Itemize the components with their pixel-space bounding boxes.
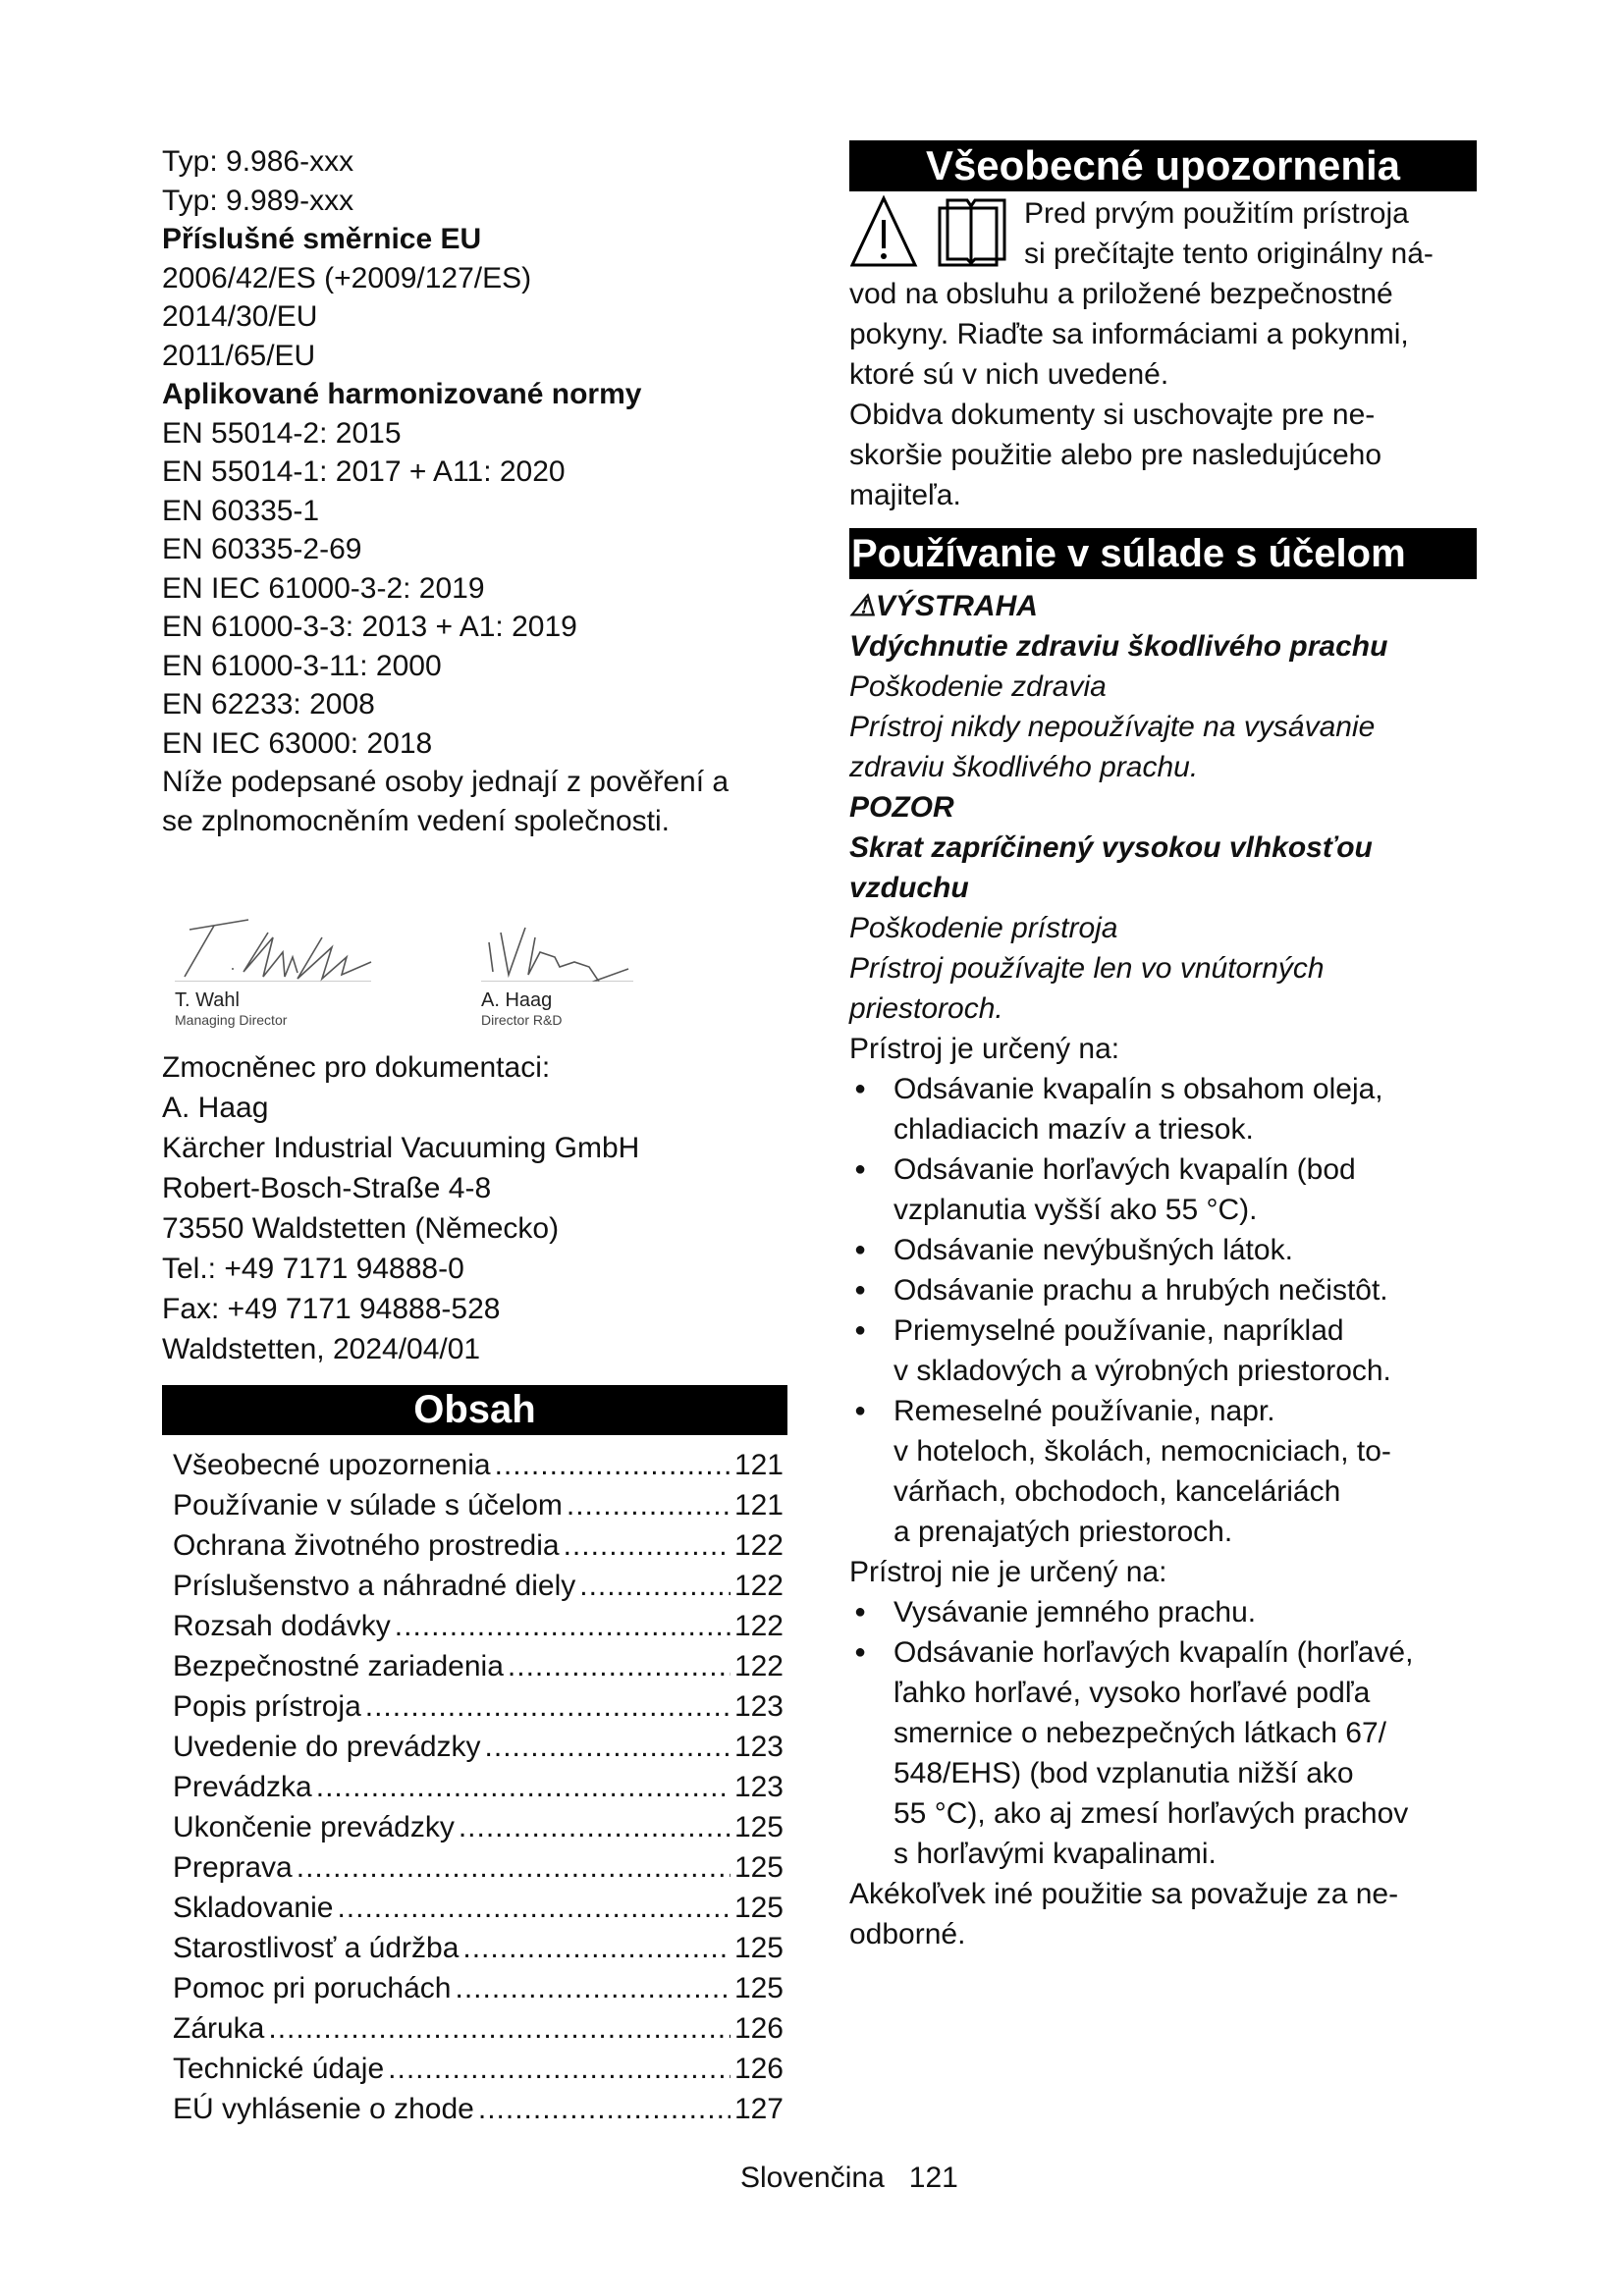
toc-label: Ochrana životného prostredia (173, 1529, 560, 1562)
bullet-item (849, 1592, 1478, 1632)
toc-entry[interactable] (173, 2089, 784, 2129)
footer-language: Slovenčina (740, 2162, 885, 2194)
bullet-item (849, 1069, 1478, 1149)
bullet-item (849, 1230, 1478, 1270)
caution-label: POZOR (849, 791, 954, 824)
dot-leader (495, 1445, 731, 1485)
toc-entry[interactable] (173, 1445, 784, 1485)
text-line: ● Odsávanie horľavých kvapalín (horľavé, (893, 1636, 1414, 1669)
toc-label: Technické údaje (173, 2053, 385, 2085)
contact-line: 73550 Waldstetten (Německo) (162, 1212, 560, 1245)
dot-leader (459, 1807, 731, 1847)
contact-line: Fax: +49 7171 94888-528 (162, 1293, 501, 1325)
toc-label: Záruka (173, 2012, 265, 2045)
text-line: majiteľa. (849, 479, 961, 511)
toc-label: Skladovanie (173, 1892, 334, 1924)
dot-leader (316, 1767, 731, 1807)
text-line: v skladových a výrobných priestoroch. (893, 1355, 1391, 1387)
text-line: s horľavými kvapalinami. (893, 1838, 1217, 1870)
norm-line: EN 55014-2: 2015 (162, 416, 402, 450)
toc-entry[interactable] (173, 1485, 784, 1525)
text-line: Poškodenie prístroja (849, 912, 1118, 944)
toc-page: 125 (733, 1972, 784, 2004)
dot-leader (268, 2008, 731, 2049)
toc-entry[interactable] (173, 1888, 784, 1928)
text-line: zdraviu škodlivého prachu. (849, 751, 1199, 783)
contact-block (162, 1047, 639, 1369)
toc-entry[interactable] (173, 1847, 784, 1888)
toc-page: 123 (733, 1731, 784, 1763)
contact-line: Tel.: +49 7171 94888-0 (162, 1253, 464, 1285)
text-line: odborné. (849, 1918, 966, 1950)
dot-leader (297, 1847, 731, 1888)
table-of-contents (173, 1445, 784, 2129)
toc-entry[interactable] (173, 1566, 784, 1606)
toc-page: 125 (733, 1892, 784, 1924)
dot-leader (365, 1686, 731, 1727)
text-line: 548/EHS) (bod vzplanutia nižší ako (893, 1757, 1354, 1789)
toc-entry[interactable] (173, 2049, 784, 2089)
bullet-item (849, 1270, 1478, 1310)
dot-leader (485, 1727, 731, 1767)
text-line: ● Vysávanie jemného prachu. (893, 1596, 1257, 1629)
signature-wahl (175, 908, 450, 1028)
toc-label: Bezpečnostné zariadenia (173, 1650, 504, 1682)
dot-leader (508, 1646, 731, 1686)
text-line: ľahko horľavé, vysoko horľavé podľa (893, 1677, 1371, 1709)
directive-line: 2011/65/EU (162, 339, 316, 372)
toc-page: 121 (733, 1449, 784, 1481)
toc-label: Používanie v súlade s účelom (173, 1489, 563, 1522)
toc-label: Príslušenstvo a náhradné diely (173, 1570, 576, 1602)
text-line: si prečítajte tento originálny ná- (1024, 238, 1434, 270)
norm-line: EN 61000-3-3: 2013 + A1: 2019 (162, 611, 577, 643)
contact-line: Waldstetten, 2024/04/01 (162, 1333, 481, 1365)
general-body (849, 274, 1409, 515)
text-line: Akékoľvek iné použitie sa považuje za ne- (849, 1878, 1399, 1910)
toc-page: 123 (733, 1690, 784, 1723)
text-line: Pred prvým použitím prístroja (1024, 197, 1409, 230)
text-line: ● Odsávanie prachu a hrubých nečistôt. (893, 1274, 1388, 1307)
intended-use-header (849, 528, 1477, 579)
text-line: pokyny. Riaďte sa informáciami a pokynmi, (849, 318, 1409, 350)
norms-heading: Aplikované harmonizované normy (162, 378, 642, 410)
text-line: vod na obsluhu a priložené bezpečnostné (849, 278, 1393, 310)
bullet-item (849, 1310, 1478, 1391)
text-line: Prístroj nikdy nepoužívajte na vysávanie (849, 711, 1376, 743)
toc-page: 125 (733, 1851, 784, 1884)
text-line: skoršie použitie alebo pre nasledujúceho (849, 439, 1382, 471)
dot-leader (579, 1566, 731, 1606)
dot-leader (462, 1928, 731, 1968)
toc-header (162, 1385, 787, 1435)
toc-page: 125 (733, 1932, 784, 1964)
intended-use-body (849, 586, 1478, 1954)
toc-label: Rozsah dodávky (173, 1610, 391, 1642)
norm-line: EN 55014-1: 2017 + A11: 2020 (162, 455, 566, 488)
toc-entry[interactable] (173, 1807, 784, 1847)
bullet-item (849, 1632, 1478, 1874)
contact-line: Zmocněnec pro dokumentaci: (162, 1051, 551, 1084)
footer (740, 2158, 958, 2198)
contact-line: A. Haag (162, 1092, 269, 1124)
text-line: vzplanutia vyšší ako 55 °C). (893, 1194, 1258, 1226)
bullet-item (849, 1391, 1478, 1552)
toc-label: Ukončenie prevádzky (173, 1811, 455, 1843)
text-line: a prenajatých priestoroch. (893, 1516, 1233, 1548)
toc-page: 125 (733, 1811, 784, 1843)
toc-entry[interactable] (173, 1525, 784, 1566)
directive-line: 2006/42/ES (+2009/127/ES) (162, 261, 532, 294)
toc-page: 122 (733, 1570, 784, 1602)
toc-page: 122 (733, 1529, 784, 1562)
norm-line: EN 60335-2-69 (162, 533, 362, 565)
dot-leader (388, 2049, 731, 2089)
page-number: 121 (908, 2162, 958, 2194)
dot-leader (337, 1888, 730, 1928)
text-line: ● Remeselné používanie, napr. (893, 1395, 1275, 1427)
toc-entry[interactable] (173, 1686, 784, 1727)
for-label: Prístroj je určený na: (849, 1033, 1120, 1065)
dot-leader (455, 1968, 730, 2008)
toc-entry[interactable] (173, 1767, 784, 1807)
intended-use-title: Používanie v súlade s účelom (851, 532, 1406, 575)
toc-page: 127 (733, 2093, 784, 2125)
signer-title: Managing Director (175, 1012, 288, 1028)
warning-title: Vdýchnutie zdraviu škodlivého prachu (849, 630, 1388, 663)
dot-leader (564, 1525, 731, 1566)
toc-title: Obsah (413, 1388, 536, 1431)
text-line: Poškodenie zdravia (849, 670, 1107, 703)
toc-entry[interactable] (173, 1606, 784, 1646)
general-header (849, 140, 1477, 191)
signature-haag-image (481, 908, 677, 982)
warning-label: ⚠VÝSTRAHA (849, 590, 1038, 622)
norm-line: EN IEC 63000: 2018 (162, 726, 433, 760)
text-line: chladiacich mazív a triesok. (893, 1113, 1254, 1146)
contact-line: Robert-Bosch-Straße 4-8 (162, 1172, 492, 1204)
toc-page: 126 (733, 2012, 784, 2045)
text-line: 55 °C), ako aj zmesí horľavých prachov (893, 1797, 1409, 1830)
dot-leader (395, 1606, 731, 1646)
norm-line: EN IEC 61000-3-2: 2019 (162, 571, 485, 605)
signer-name: A. Haag (481, 989, 553, 1011)
toc-label: Prevádzka (173, 1771, 312, 1803)
toc-page: 122 (733, 1650, 784, 1682)
toc-entry[interactable] (173, 1727, 784, 1767)
signer-name: T. Wahl (175, 989, 240, 1011)
directive-line: 2014/30/EU (162, 300, 318, 333)
text-line: ● Odsávanie horľavých kvapalín (bod (893, 1153, 1356, 1186)
toc-entry[interactable] (173, 2008, 784, 2049)
text-line: priestoroch. (849, 992, 1003, 1025)
toc-page: 122 (733, 1610, 784, 1642)
general-title: Všeobecné upozornenia (925, 142, 1401, 188)
manual-book-icon (928, 194, 1011, 271)
toc-label: Uvedenie do prevádzky (173, 1731, 481, 1763)
text-line: ktoré sú v nich uvedené. (849, 358, 1169, 391)
not-for-label: Prístroj nie je určený na: (849, 1556, 1167, 1588)
toc-entry[interactable] (173, 1646, 784, 1686)
text-line: várňach, obchodoch, kanceláriách (893, 1475, 1341, 1508)
toc-label: Starostlivosť a údržba (173, 1932, 460, 1964)
contact-line: Kärcher Industrial Vacuuming GmbH (162, 1132, 640, 1164)
text-line: Obidva dokumenty si uschovajte pre ne- (849, 399, 1376, 431)
directives-heading: Příslušné směrnice EU (162, 223, 482, 255)
norm-line: EN 60335-1 (162, 494, 320, 527)
toc-label: Preprava (173, 1851, 293, 1884)
type-line: Typ: 9.986-xxx (162, 145, 354, 178)
toc-page: 123 (733, 1771, 784, 1803)
text-line: ● Odsávanie nevýbušných látok. (893, 1234, 1293, 1266)
toc-label: EÚ vyhlásenie o zhode (173, 2093, 474, 2125)
text-line: v hoteloch, školách, nemocniciach, to- (893, 1435, 1391, 1468)
signer-title: Director R&D (481, 1012, 563, 1028)
norm-line: EN 62233: 2008 (162, 688, 375, 721)
left-column-top (162, 142, 729, 840)
statement-line: Níže podepsané osoby jednají z pověření a (162, 766, 730, 798)
text-line: ● Odsávanie kvapalín s obsahom oleja, (893, 1073, 1383, 1105)
caution-title: Skrat zapríčinený vysokou vlhkosťou (849, 831, 1373, 864)
norm-line: EN 61000-3-11: 2000 (162, 649, 442, 682)
text-line: ● Priemyselné používanie, napríklad (893, 1314, 1344, 1347)
general-intro (1024, 193, 1434, 274)
dot-leader (567, 1485, 731, 1525)
toc-page: 121 (733, 1489, 784, 1522)
toc-label: Popis prístroja (173, 1690, 361, 1723)
type-line: Typ: 9.989-xxx (162, 184, 354, 217)
signature-wahl-image (175, 908, 450, 982)
text-line: smernice o nebezpečných látkach 67/ (893, 1717, 1386, 1749)
text-line: Prístroj používajte len vo vnútorných (849, 952, 1325, 985)
bullet-item (849, 1149, 1478, 1230)
statement-line: se zplnomocněním vedení společnosti. (162, 804, 670, 837)
signature-haag (481, 908, 677, 1028)
toc-entry[interactable] (173, 1968, 784, 2008)
toc-entry[interactable] (173, 1928, 784, 1968)
caution-title: vzduchu (849, 872, 969, 904)
toc-page: 126 (733, 2053, 784, 2085)
toc-label: Všeobecné upozornenia (173, 1449, 491, 1481)
toc-label: Pomoc pri poruchách (173, 1972, 452, 2004)
dot-leader (478, 2089, 731, 2129)
